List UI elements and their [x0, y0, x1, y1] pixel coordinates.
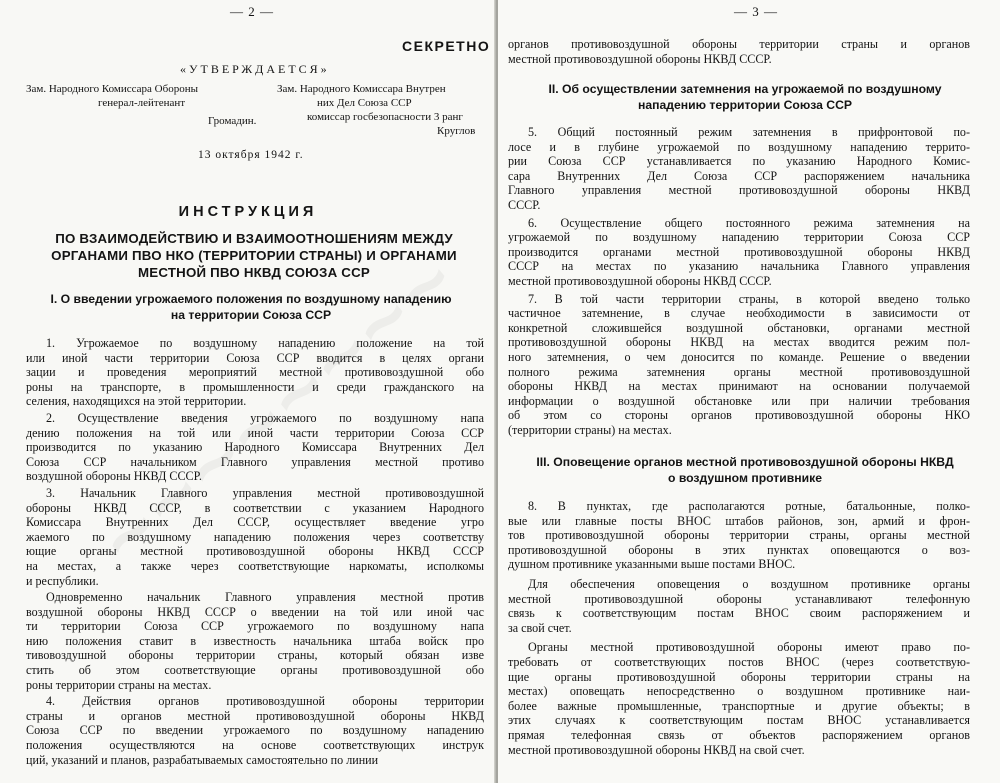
paragraph-line: Главного управления местной противовоздушной обороны НКВД	[508, 183, 970, 198]
section-2-body	[508, 125, 970, 440]
paragraph	[508, 499, 970, 572]
paragraph-line: об этом со стороны органов противовоздушной обороны НКО	[508, 408, 970, 423]
continuation-text	[508, 37, 970, 66]
paragraph-line: за свой счет.	[508, 620, 572, 635]
heading-line: III. Оповещение органов местной противовоздушной обороны НКВД	[536, 455, 954, 469]
section-3-heading	[502, 455, 988, 486]
paragraph-line: и республики.	[26, 573, 99, 588]
subtitle-line: ОРГАНАМИ ПВО НКО (ТЕРРИТОРИИ СТРАНЫ) И ОРГАНАМИ	[51, 248, 457, 263]
left-page	[0, 0, 496, 783]
paragraph-line: на местах, а также через соответствующие наркоматы, исполкомы	[26, 558, 484, 573]
paragraph-line: Союза ССР по введении угрожаемого по воздушному нападению	[26, 723, 484, 738]
paragraph-line: ного затемнения, о чем доносится по команде. Решение о введении	[508, 349, 970, 364]
paragraph-line: Органы местной противовоздушной обороны имеют право по-	[528, 640, 970, 655]
paragraph-line: нию положения ставит в известность начальника штаба войск про	[26, 633, 484, 648]
paragraph	[508, 577, 970, 635]
paragraph-line: ти территории Союза ССР угрожаемого по воздушному напа	[26, 619, 484, 634]
paragraph-line: положения осуществляются на основе соответствующих инструк	[26, 738, 484, 753]
left-sig-name: Громадин.	[208, 115, 257, 127]
paragraph-line: тов противовоздушной обороны территории страны, органы местной	[508, 528, 970, 543]
paragraph-line: связь к соответствующим постам ВНОС своим распоряжением и	[508, 606, 970, 621]
paragraph-line: производится органами местной противовоздушной обороны НКВД	[508, 244, 970, 259]
section-1-heading	[8, 292, 494, 323]
paragraph-line: обороны НКВД СССР, в соответствии с указанием Народного	[26, 500, 484, 515]
paragraph-line: дению положения на той или иной части территории Союза ССР	[26, 425, 484, 440]
heading-line: I. О введении угрожаемого положения по воздушному нападению	[50, 292, 452, 306]
paragraph-line: прямая телефонная связь от объектов распоряжением органов	[508, 727, 970, 742]
paragraph-line: щие органы противовоздушной обороны территории страны на	[508, 669, 970, 684]
paragraph	[26, 336, 484, 409]
paragraph-line: требовать от соответствующих постов ВНОС (через соответствую-	[508, 654, 970, 669]
paragraph-line: полного режима затемнения органы местной противовоздушной	[508, 364, 970, 379]
paragraph-line: роны на транспорте, в промышленности и среди гражданского на	[26, 379, 484, 394]
right-sig-line: Зам. Народного Комиссара Внутрен	[277, 83, 446, 95]
paragraph	[508, 640, 970, 757]
paragraph-line: этих случаях к соответствующим постам ВНОС устанавливается	[508, 713, 970, 728]
paragraph-line: местной противовоздушной обороны НКВД СССР.	[508, 273, 772, 288]
paragraph-line: СССР.	[508, 197, 541, 212]
paragraph-line: роны территории страны на местах.	[26, 677, 212, 692]
paragraph-line: 6. Осуществление общего постоянного режима затемнения на	[528, 215, 970, 230]
heading-line: о воздушном противнике	[667, 470, 822, 485]
paragraph-line: СССР на местах по указанию начальника Главного управления	[508, 259, 970, 274]
paragraph-line: противовоздушной обороны в этих пунктах оповещаются о воз-	[508, 542, 970, 557]
approval-heading: «УТВЕРЖДАЕТСЯ»	[180, 62, 330, 76]
left-signatory	[26, 82, 256, 128]
page-number: — 3 —	[734, 4, 778, 19]
paragraph-line: Для обеспечения оповещения о воздушном противнике органы	[528, 576, 970, 591]
paragraph-line: производится по указанию Народного Комиссара Внутренних Дел	[26, 440, 484, 455]
paragraph-line: (территории страны) на местах.	[508, 422, 672, 437]
paragraph	[508, 216, 970, 289]
page-number: — 2 —	[230, 4, 274, 19]
paragraph-line: зации и проведения мероприятий местной противовоздушной обо	[26, 365, 484, 380]
paragraph-line: тивовоздушной обороны территории страны, который обязан изве	[26, 648, 484, 663]
paragraph	[26, 411, 484, 484]
paragraph-line: 4. Действия органов противовоздушной обороны территории	[46, 694, 484, 709]
paragraph-line: 3. Начальник Главного управления местной противовоздушной	[46, 485, 484, 500]
right-sig-line: них Дел Союза ССР	[317, 97, 412, 109]
paragraph-line: ющие органы местной противовоздушной обороны НКВД СССР	[26, 544, 484, 559]
right-page	[498, 0, 1000, 783]
paragraph-line: противовоздушной обороны НКВД на местах вводится режим пол-	[508, 335, 970, 350]
right-sig-line: комиссар госбезопасности 3 ранг	[307, 111, 463, 123]
paragraph-line: сара Внутренних Дел Союза ССР распоряжением начальника	[508, 168, 970, 183]
heading-line: на территории Союза ССР	[170, 307, 332, 322]
left-body	[26, 336, 484, 769]
approval-date: 13 октября 1942 г.	[198, 149, 304, 161]
paragraph	[26, 486, 484, 588]
document-subtitle	[14, 230, 494, 281]
paragraph-line: стить об этом соответствующие органы противовоздушной обо	[26, 663, 484, 678]
section-3-body	[508, 499, 970, 762]
left-sig-line: генерал-лейтенант	[98, 97, 186, 109]
document-title: ИНСТРУКЦИЯ	[178, 204, 318, 220]
paragraph-line: информации о воздушной обстановке или при наличии требования	[508, 393, 970, 408]
paragraph-line: воздушной обороны НКВД СССР о введении на той или иной час	[26, 604, 484, 619]
paragraph-line: более важные промышленные, транспортные и другие объекты; в	[508, 698, 970, 713]
paragraph-line: страны и органов местной противовоздушной обороны НКВД	[26, 708, 484, 723]
right-sig-name: Круглов	[437, 125, 476, 137]
paragraph-line: 8. В пунктах, где располагаются ротные, батальонные, полко-	[528, 499, 970, 513]
paragraph-line: Комиссара Внутренних Дел СССР, осуществляет введение угро	[26, 515, 484, 530]
paragraph-line: жаемого по воздушному нападению положения через соответству	[26, 529, 484, 544]
paragraph-line: селения, находящихся на этой территории.	[26, 394, 247, 409]
heading-line: нападению территории Союза ССР	[637, 97, 853, 112]
paragraph-line: конкретной сложившейся воздушной обстановки, органами местной	[508, 320, 970, 335]
paragraph-line: воздушной обороны НКВД СССР.	[26, 469, 202, 484]
paragraph-line: Союза ССР начальником Главного управления местной противо	[26, 454, 484, 469]
paragraph-line: частичное затемнение, в случае необходимости в зависимости от	[508, 306, 970, 321]
paragraph-line: ций, указаний и планов, разрабатываемых самостоятельно по линии	[26, 752, 379, 767]
paragraph-line: местной противовоздушной обороны НКВД на свой счет.	[508, 742, 805, 757]
subtitle-line: МЕСТНОЙ ПВО НКВД СОЮЗА ССР	[138, 265, 370, 280]
paragraph-line: или иной части территории Союза ССР вводится в целях органи	[26, 350, 484, 365]
paragraph-line: 5. Общий постоянный режим затемнения в прифронтовой по-	[528, 125, 970, 139]
secret-stamp: СЕКРЕТНО	[402, 38, 491, 54]
paragraph-line: душном противнике указанными выше постами ВНОС.	[508, 557, 796, 572]
left-sig-line: Зам. Народного Комиссара Обороны	[26, 83, 198, 95]
paragraph	[26, 590, 484, 692]
paragraph	[26, 694, 484, 767]
subtitle-line: ПО ВЗАИМОДЕЙСТВИЮ И ВЗАИМООТНОШЕНИЯМ МЕЖДУ	[55, 231, 453, 246]
paragraph-line: местной противовоздушной обороны устанавливают телефонную	[508, 591, 970, 606]
paragraph-line: лосе и в глубине угрожаемой по воздушному нападению террито-	[508, 139, 970, 154]
paragraph-line: органов противовоздушной обороны территории страны и органов	[508, 37, 970, 51]
paragraph-line: местах) оповещать непосредственно о воздушном противнике наи-	[508, 684, 970, 699]
paragraph-line: угрожаемой по воздушному нападению территории Союза ССР	[508, 230, 970, 245]
paragraph-line: Одновременно начальник Главного управления местной против	[46, 590, 484, 605]
paragraph-line: обороны НКВД на местах принимают на основании получаемой	[508, 379, 970, 394]
paragraph-line: рии Союза ССР устанавливается по указанию Народного Комис-	[508, 154, 970, 169]
paragraph-line: 1. Угрожаемое по воздушному нападению положение на той	[46, 336, 484, 350]
paragraph-line: вые или главные посты ВНОС штабов районов, зон, армий и фрон-	[508, 513, 970, 528]
right-signatory	[277, 82, 492, 138]
paragraph	[508, 125, 970, 213]
paragraph-line: местной противовоздушной обороны НКВД СССР.	[508, 51, 772, 66]
paragraph-line: 7. В той части территории страны, в которой введено только	[528, 291, 970, 306]
section-2-heading	[502, 82, 988, 113]
paragraph	[508, 292, 970, 438]
paragraph-line: 2. Осуществление введения угрожаемого по воздушному напа	[46, 410, 484, 425]
heading-line: II. Об осуществлении затемнения на угрожаемой по воздушному	[548, 82, 942, 96]
